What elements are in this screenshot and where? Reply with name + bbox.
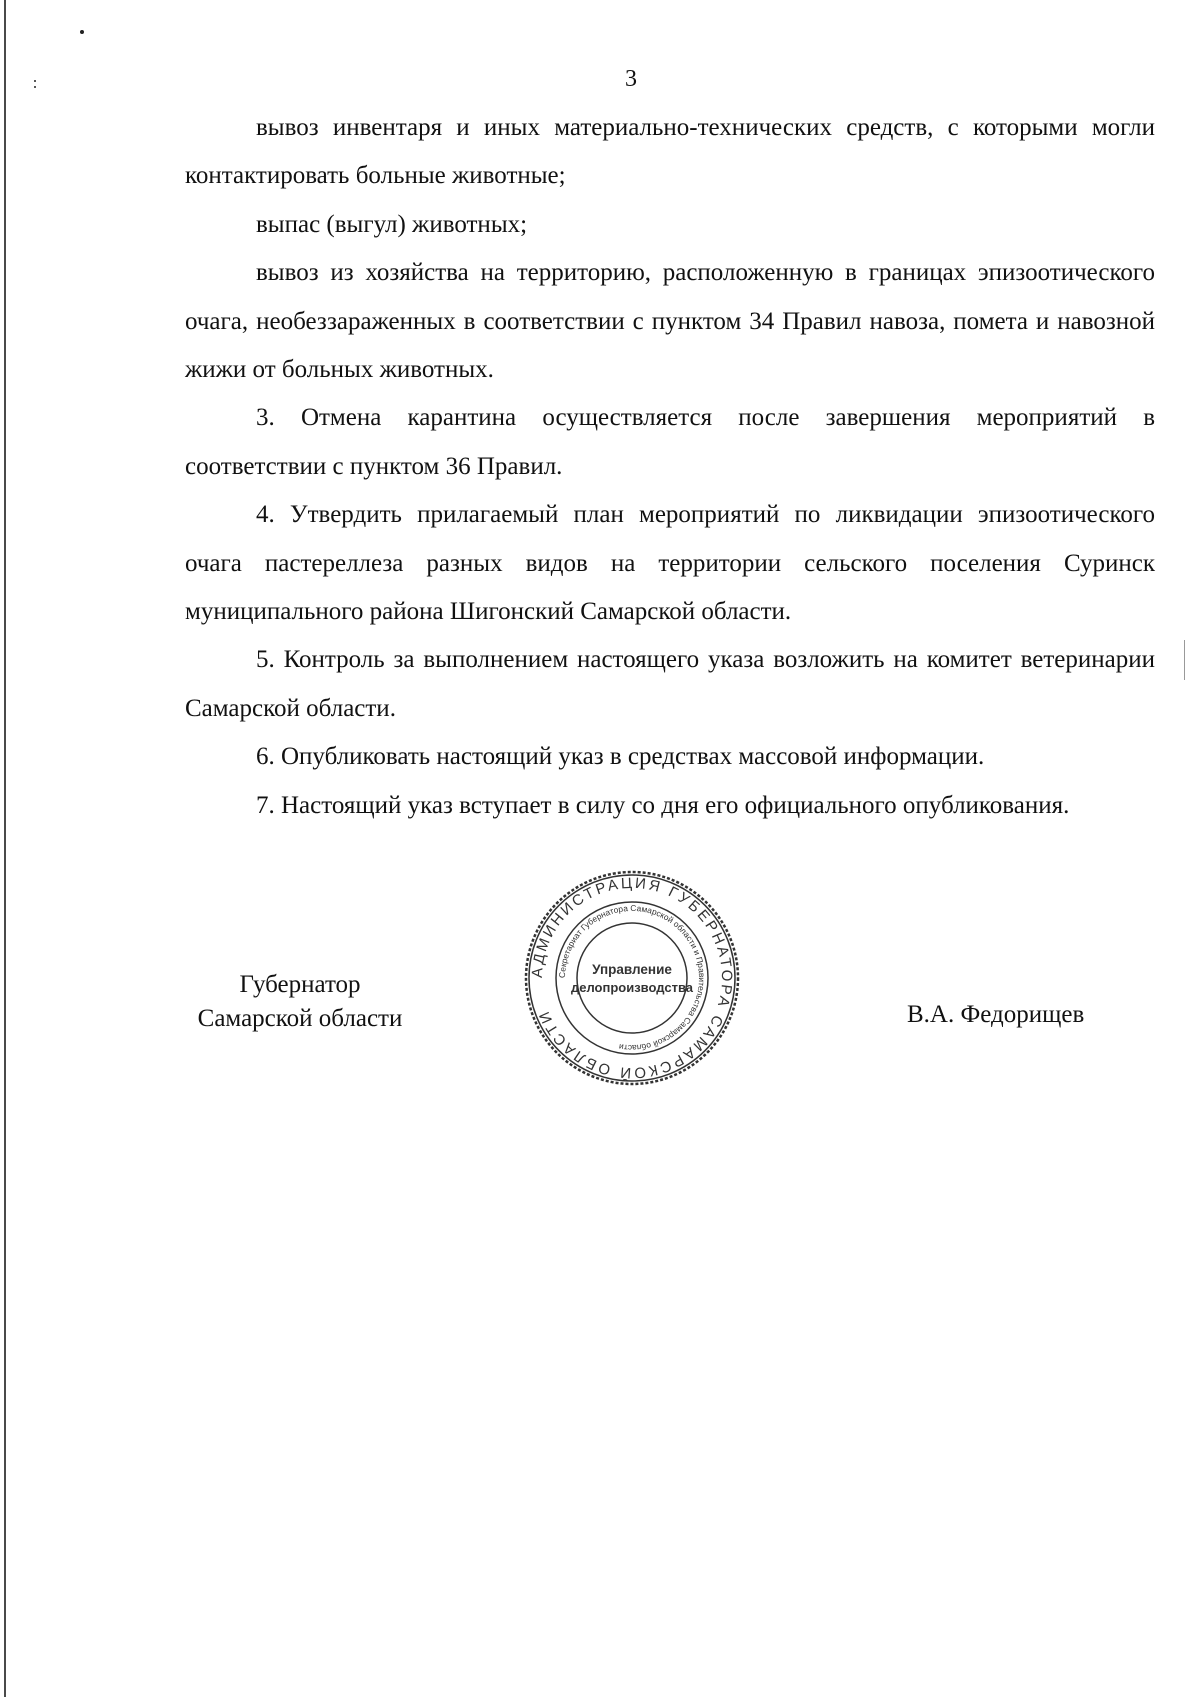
paragraph-effective: 7. Настоящий указ вступает в силу со дня его официального опубликования. bbox=[256, 791, 1070, 819]
stamp-inner-ring bbox=[577, 923, 687, 1033]
scan-speck bbox=[1184, 640, 1185, 680]
signatory-title bbox=[180, 968, 420, 1036]
signatory-name: В.А. Федорищев bbox=[907, 1001, 1085, 1028]
stamp-center-line1: Управление bbox=[592, 962, 672, 977]
signatory-title-line1: Губернатор bbox=[239, 971, 361, 998]
stamp-inner-text: Секретариат Губернатора Самарской области и Правительства Самарской области bbox=[556, 902, 708, 1054]
stamp-middle-ring bbox=[556, 902, 708, 1054]
paragraph-control: 5. Контроль за выполнением настоящего указа возложить на комитет ветеринарии Самарской области. bbox=[185, 646, 1155, 722]
paragraph-approve-plan: 4. Утвердить прилагаемый план мероприятий по ликвидации эпизоотического очага пастереллеза разных видов на территории сельского поселения Суринск муниципального района Шигонский Самарской области. bbox=[185, 501, 1155, 626]
stamp-outer-text: АДМИНИСТРАЦИЯ ГУБЕРНАТОРА САМАРСКОЙ ОБЛАСТИ bbox=[528, 874, 736, 1082]
paragraph-item-removal: вывоз инвентаря и иных материально-технических средств, с которыми могли контактировать больные животные; bbox=[185, 114, 1155, 190]
scan-speck bbox=[80, 30, 84, 34]
paragraph-publish: 6. Опубликовать настоящий указ в средствах массовой информации. bbox=[256, 743, 985, 771]
scan-edge-line bbox=[4, 0, 6, 1697]
paragraph-quarantine-cancel: 3. Отмена карантина осуществляется после завершения мероприятий в соответствии с пунктом 36 Правил. bbox=[185, 404, 1155, 480]
official-stamp bbox=[522, 868, 742, 1088]
paragraph-grazing: выпас (выгул) животных; bbox=[256, 210, 528, 238]
signatory-title-line2: Самарской области bbox=[197, 1005, 403, 1032]
stamp-svg bbox=[522, 868, 742, 1088]
document-body bbox=[185, 104, 1155, 830]
stamp-center-line2: делопроизводства bbox=[570, 980, 694, 995]
page-number: 3 bbox=[625, 66, 637, 92]
paragraph-manure-removal: вывоз из хозяйства на территорию, расположенную в границах эпизоотического очага, необеззараженных в соответствии с пунктом 34 Правил навоза, помета и навозной жижи от больных животных. bbox=[185, 259, 1155, 384]
